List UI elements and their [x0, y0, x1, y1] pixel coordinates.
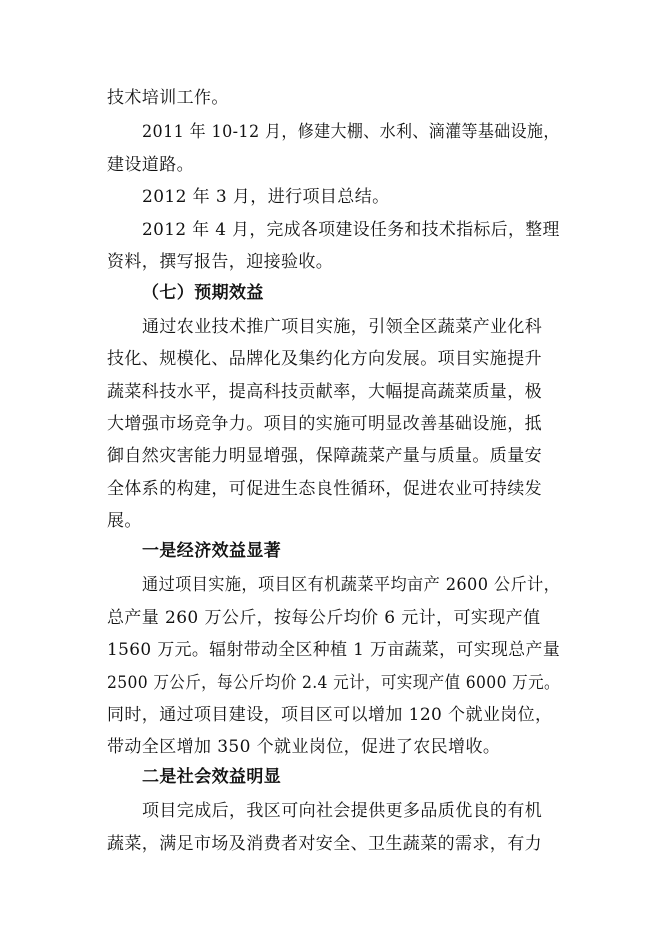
text-line: 蔬菜科技水平，提高科技贡献率，大幅提高蔬菜质量，极 — [107, 382, 542, 402]
text-line: 2012 年 4 月，完成各项建设任务和技术指标后，整理 — [142, 220, 560, 240]
text-line: 建设道路。 — [107, 155, 194, 175]
text-line: 技术培训工作。 — [107, 88, 229, 108]
text-line: 总产量 260 万公斤，按每公斤均价 6 元计，可实现产值 — [107, 608, 541, 628]
text-line: 资料，撰写报告，迎接验收。 — [107, 252, 334, 272]
text-line: 2500 万公斤，每公斤均价 2.4 元计，可实现产值 6000 万元。 — [107, 673, 560, 693]
text-line: 2012 年 3 月，进行项目总结。 — [142, 187, 390, 207]
text-line: 同时，通过项目建设，项目区可以增加 120 个就业岗位， — [107, 705, 553, 725]
text-line: 通过项目实施，项目区有机蔬菜平均亩产 2600 公斤计， — [142, 575, 561, 595]
subsection-heading: 二是社会效益明显 — [142, 767, 282, 787]
text-line: 通过农业技术推广项目实施，引领全区蔬菜产业化科 — [142, 317, 543, 337]
section-heading: （七）预期效益 — [142, 283, 264, 303]
text-line: 带动全区增加 350 个就业岗位，促进了农民增收。 — [107, 737, 501, 757]
text-line: 大增强市场竞争力。项目的实施可明显改善基础设施，抵 — [107, 414, 542, 434]
text-line: 技化、规模化、品牌化及集约化方向发展。项目实施提升 — [107, 349, 542, 369]
text-line: 全体系的构建，可促进生态良性循环，促进农业可持续发 — [107, 479, 542, 499]
text-line: 蔬菜，满足市场及消费者对安全、卫生蔬菜的需求，有力 — [107, 834, 542, 854]
subsection-heading: 一是经济效益显著 — [142, 541, 282, 561]
text-line: 1560 万元。辐射带动全区种植 1 万亩蔬菜，可实现总产量 — [107, 640, 561, 660]
text-line: 2011 年 10-12 月，修建大棚、水利、滴灌等基础设施， — [142, 122, 560, 142]
text-line: 御自然灾害能力明显增强，保障蔬菜产量与质量。质量安 — [107, 446, 542, 466]
text-line: 展。 — [107, 511, 142, 531]
text-line: 项目完成后，我区可向社会提供更多品质优良的有机 — [142, 801, 543, 821]
